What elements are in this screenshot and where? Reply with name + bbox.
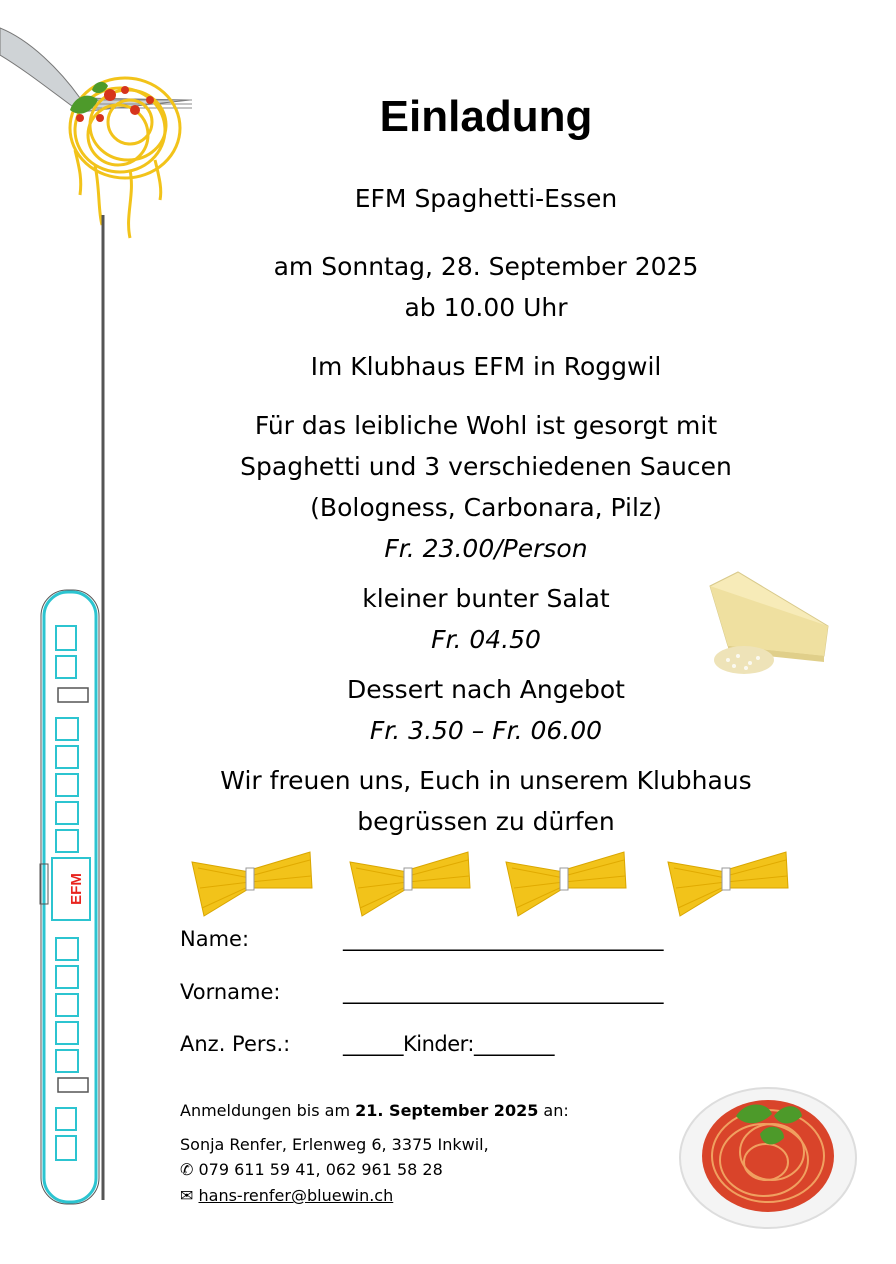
salad-item: kleiner bunter Salat bbox=[362, 584, 610, 613]
salad-price: Fr. 04.50 bbox=[431, 625, 541, 654]
registration-deadline bbox=[180, 1101, 569, 1120]
dessert-item: Dessert nach Angebot bbox=[347, 675, 625, 704]
persons-row bbox=[343, 1032, 554, 1056]
firstname-label: Vorname: bbox=[180, 980, 281, 1004]
dessert-price: Fr. 3.50 – Fr. 06.00 bbox=[369, 716, 603, 745]
contact-email bbox=[180, 1186, 393, 1205]
deadline-date: 21. September 2025 bbox=[355, 1101, 539, 1120]
event-location: Im Klubhaus EFM in Roggwil bbox=[310, 352, 662, 381]
menu-line-1: Für das leibliche Wohl ist gesorgt mit bbox=[254, 411, 718, 440]
event-time: ab 10.00 Uhr bbox=[404, 293, 568, 322]
fork-spaghetti-illustration bbox=[0, 0, 200, 250]
persons-field[interactable]: ______ bbox=[343, 1032, 403, 1056]
train-label: EFM bbox=[68, 873, 85, 905]
parmesan-cheese-illustration bbox=[698, 568, 832, 682]
mail-icon: ✉ bbox=[180, 1186, 194, 1205]
event-name: EFM Spaghetti-Essen bbox=[354, 184, 618, 213]
page-title: Einladung bbox=[379, 92, 593, 141]
name-label: Name: bbox=[180, 927, 250, 951]
contact-address: Sonja Renfer, Erlenweg 6, 3375 Inkwil, bbox=[180, 1135, 489, 1154]
spaghetti-bundles-row bbox=[188, 846, 792, 920]
deadline-prefix: Anmeldungen bis am bbox=[180, 1101, 356, 1120]
event-date: am Sonntag, 28. September 2025 bbox=[273, 252, 699, 281]
persons-label: Anz. Pers.: bbox=[180, 1032, 291, 1056]
closing-line-2: begrüssen zu dürfen bbox=[357, 807, 615, 836]
children-label: Kinder: bbox=[403, 1032, 475, 1056]
name-field[interactable]: ________________________________ bbox=[343, 927, 663, 951]
firstname-field[interactable]: ________________________________ bbox=[343, 980, 663, 1004]
children-field[interactable]: ________ bbox=[474, 1032, 555, 1056]
phone-numbers: 079 611 59 41, 062 961 58 28 bbox=[198, 1160, 443, 1179]
email-link[interactable]: hans-renfer@bluewin.ch bbox=[198, 1186, 394, 1205]
closing-line-1: Wir freuen uns, Euch in unserem Klubhaus bbox=[220, 766, 752, 795]
spaghetti-plate-illustration bbox=[676, 1082, 860, 1232]
contact-phone bbox=[180, 1160, 443, 1179]
train-illustration bbox=[38, 588, 104, 1206]
main-price: Fr. 23.00/Person bbox=[384, 534, 588, 563]
phone-icon: ✆ bbox=[180, 1160, 194, 1179]
menu-line-2: Spaghetti und 3 verschiedenen Saucen bbox=[240, 452, 732, 481]
menu-line-3: (Bologness, Carbonara, Pilz) bbox=[310, 493, 662, 522]
deadline-suffix: an: bbox=[538, 1101, 569, 1120]
